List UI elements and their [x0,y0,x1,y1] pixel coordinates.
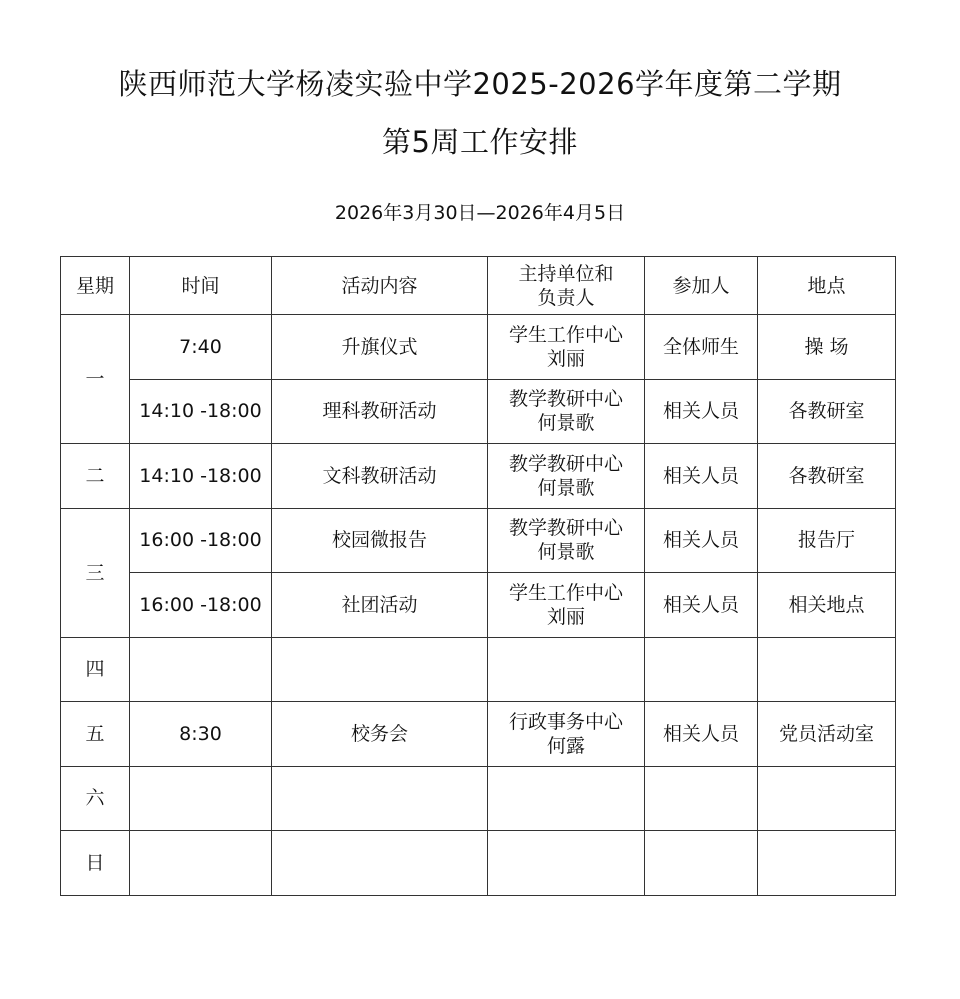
location-cell: 各教研室 [758,444,896,509]
time-cell: 16:00 -18:00 [130,573,272,638]
activity-cell: 文科教研活动 [272,444,488,509]
weekday-cell-sat: 六 [61,766,130,831]
location-cell: 操 场 [758,315,896,380]
host-person: 何露 [546,734,585,757]
empty-cell [488,831,645,896]
empty-cell [130,766,272,831]
column-header-time: 时间 [130,257,272,315]
time-cell: 8:30 [130,702,272,767]
table-row [61,766,896,831]
host-unit: 教学教研中心 [508,517,623,540]
empty-cell [645,637,758,702]
participants-cell: 相关人员 [645,702,758,767]
host-person: 何景歌 [537,541,595,564]
host-cell [488,315,645,380]
participants-cell: 相关人员 [645,379,758,444]
table-row [61,379,896,444]
weekday-cell-tue: 二 [61,444,130,509]
host-cell [488,379,645,444]
host-unit: 学生工作中心 [508,323,623,346]
activity-cell: 校务会 [272,702,488,767]
empty-cell [645,831,758,896]
host-cell [488,444,645,509]
empty-cell [130,831,272,896]
time-cell: 7:40 [130,315,272,380]
empty-cell [758,637,896,702]
activity-cell: 升旗仪式 [272,315,488,380]
schedule-table [60,256,896,896]
time-cell: 14:10 -18:00 [130,379,272,444]
empty-cell [488,637,645,702]
activity-cell: 理科教研活动 [272,379,488,444]
table-row [61,508,896,573]
empty-cell [272,766,488,831]
time-cell: 16:00 -18:00 [130,508,272,573]
host-unit: 教学教研中心 [508,452,623,475]
date-range: 2026年3月30日—2026年4月5日 [334,202,626,224]
document-title: 陕西师范大学杨凌实验中学2025-2026学年度第二学期 [118,67,842,101]
activity-cell: 校园微报告 [272,508,488,573]
empty-cell [130,637,272,702]
time-cell: 14:10 -18:00 [130,444,272,509]
column-header-participants: 参加人 [645,257,758,315]
table-row [61,315,896,380]
table-row [61,573,896,638]
column-header-host-line1: 主持单位和 [518,262,614,285]
participants-cell: 相关人员 [645,444,758,509]
empty-cell [272,637,488,702]
column-header-location: 地点 [758,257,896,315]
host-person: 何景歌 [537,412,595,435]
document-subtitle: 第5周工作安排 [382,125,578,159]
empty-cell [272,831,488,896]
column-header-activity: 活动内容 [272,257,488,315]
participants-cell: 全体师生 [645,315,758,380]
participants-cell: 相关人员 [645,573,758,638]
empty-cell [645,766,758,831]
table-row [61,444,896,509]
empty-cell [758,766,896,831]
weekday-cell-fri: 五 [61,702,130,767]
location-cell: 报告厅 [758,508,896,573]
host-person: 何景歌 [537,476,595,499]
table-row [61,637,896,702]
empty-cell [758,831,896,896]
weekday-cell-thu: 四 [61,637,130,702]
host-unit: 行政事务中心 [508,710,623,733]
activity-cell: 社团活动 [272,573,488,638]
host-unit: 学生工作中心 [508,581,623,604]
column-header-host [488,257,645,315]
host-cell [488,508,645,573]
table-row [61,831,896,896]
host-unit: 教学教研中心 [508,388,623,411]
column-header-host-line2: 负责人 [537,286,595,309]
location-cell: 各教研室 [758,379,896,444]
weekday-cell-sun: 日 [61,831,130,896]
host-cell [488,573,645,638]
location-cell: 党员活动室 [758,702,896,767]
host-person: 刘丽 [546,347,585,370]
participants-cell: 相关人员 [645,508,758,573]
empty-cell [488,766,645,831]
table-header-row [61,257,896,315]
weekday-cell-mon: 一 [61,315,130,444]
host-person: 刘丽 [546,605,585,628]
host-cell [488,702,645,767]
table-row [61,702,896,767]
column-header-weekday: 星期 [61,257,130,315]
location-cell: 相关地点 [758,573,896,638]
weekday-cell-wed: 三 [61,508,130,637]
